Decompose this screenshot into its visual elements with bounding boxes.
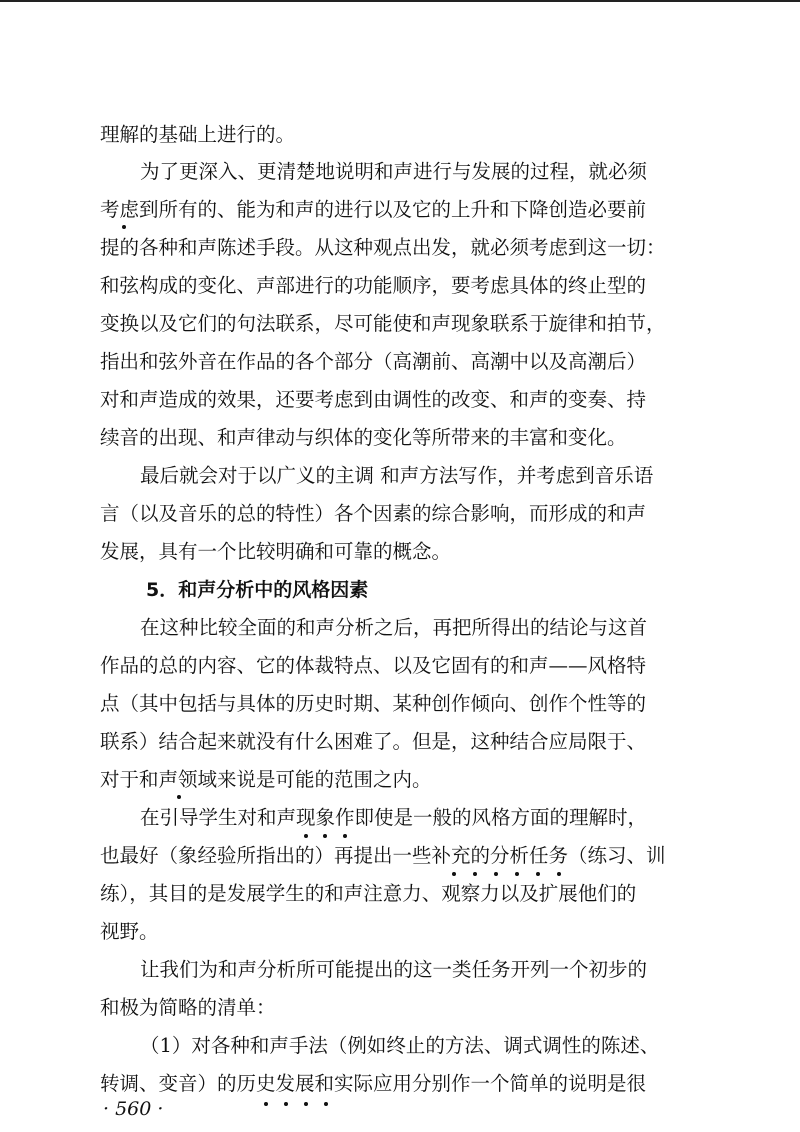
page-number: · 560 · — [103, 1098, 164, 1120]
text-line: 提的各种和声陈述手段。从这种观点出发，就必须考虑到这一切： — [100, 236, 666, 259]
text-line: 最后就会对于以广义的主调 和声方法写作，并考虑到音乐语 — [140, 464, 654, 487]
text-line: 视野。 — [100, 920, 159, 943]
text-line: 让我们为和声分析所可能提出的这一类任务开列一个初步的 — [140, 958, 648, 981]
text-line: 练），其目的是发展学生的和声注意力、观察力以及扩展他们的 — [100, 882, 637, 905]
text-line: 对于和声领域来说是可能的范围之内。 — [100, 768, 432, 791]
text-line: 指出和弦外音在作品的各个部分（高潮前、高潮中以及高潮后） — [100, 350, 647, 373]
section-heading: 5．和声分析中的风格因素 — [146, 579, 369, 601]
top-border-rule — [0, 0, 800, 2]
text-line: 言（以及音乐的总的特性）各个因素的综合影响，而形成的和声 — [100, 502, 647, 525]
text-line: 续音的出现、和声律动与织体的变化等所带来的丰富和变化。 — [100, 426, 627, 449]
text-line: 变换以及它们的句法联系，尽可能使和声现象联系于旋律和拍节， — [100, 312, 666, 335]
text-line: 发展，具有一个比较明确和可靠的概念。 — [100, 540, 452, 563]
text-line: 点（其中包括与具体的历史时期、某种创作倾向、创作个性等的 — [100, 692, 647, 715]
emphasis-dots — [0, 795, 800, 801]
text-line: 考虑到所有的、能为和声的进行以及它的上升和下降创造必要前 — [100, 198, 647, 221]
emphasis-dots — [0, 872, 800, 878]
text-line: 转调、变音）的历史发展和实际应用分别作一个简单的说明是很 — [100, 1072, 647, 1095]
text-line: 在这种比较全面的和声分析之后，再把所得出的结论与这首 — [140, 616, 648, 639]
emphasis-dots — [0, 834, 800, 840]
text-line: 理解的基础上进行的。 — [100, 123, 296, 146]
text-line: 也最好（象经验所指出的）再提出一些补充的分析任务（练习、训 — [100, 844, 666, 867]
text-line: 联系）结合起来就没有什么困难了。但是，这种结合应局限于、 — [100, 730, 647, 753]
text-line: 和极为简略的清单： — [100, 996, 276, 1019]
text-line: 为了更深入、更清楚地说明和声进行与发展的过程，就必须 — [140, 160, 648, 183]
text-line: （1）对各种和声手法（例如终止的方法、调式调性的陈述、 — [140, 1034, 660, 1057]
text-line: 在引导学生对和声现象作即使是一般的风格方面的理解时， — [140, 806, 648, 829]
text-line: 对和声造成的效果，还要考虑到由调性的改变、和声的变奏、持 — [100, 388, 647, 411]
emphasis-dots — [0, 225, 800, 231]
text-line: 作品的总的内容、它的体裁特点、以及它固有的和声——风格特 — [100, 654, 647, 677]
text-line: 和弦构成的变化、声部进行的功能顺序，要考虑具体的终止型的 — [100, 274, 647, 297]
